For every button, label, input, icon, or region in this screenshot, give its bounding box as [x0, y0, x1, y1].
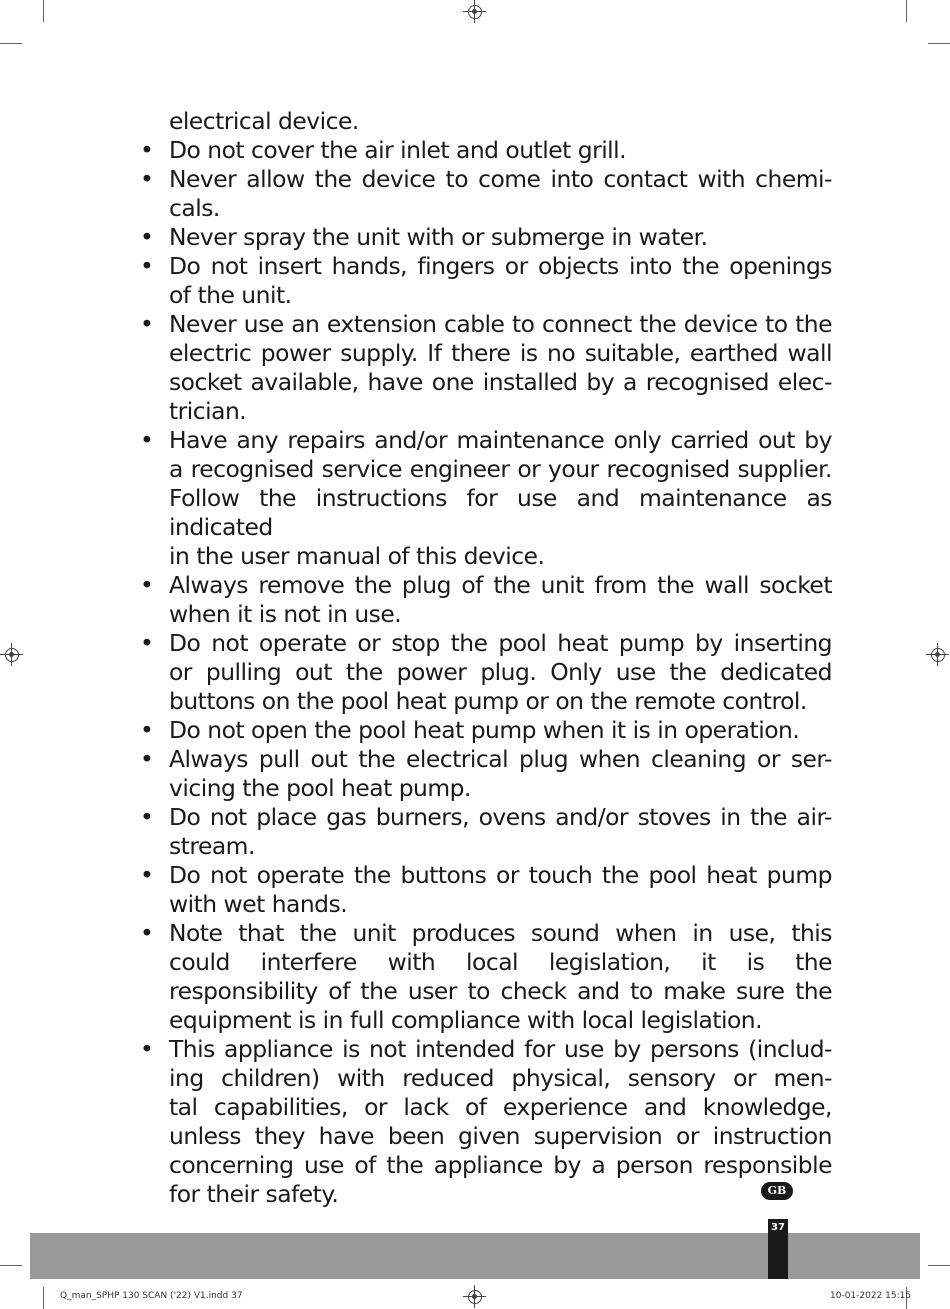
bullet-line: socket available, have one installed by a recognised elec- — [169, 368, 832, 396]
bullet-line: responsibility of the user to check and to make sure the — [169, 977, 832, 1005]
bullet-line: when it is not in use. — [169, 600, 402, 628]
bullet-item — [140, 223, 832, 252]
bullet-item — [140, 716, 832, 745]
bullet-line: buttons on the pool heat pump or on the remote control. — [169, 687, 807, 715]
bullet-line: Note that the unit produces sound when in use, this — [169, 919, 832, 947]
bullet-line: Never spray the unit with or submerge in water. — [169, 223, 708, 251]
bullet-glyph: • — [140, 629, 154, 657]
bullet-item — [140, 165, 832, 223]
safety-bullet-list — [140, 136, 832, 1209]
page-number: 37 — [771, 1222, 785, 1233]
bullet-line: Do not place gas burners, ovens and/or stoves in the air- — [169, 803, 832, 831]
bullet-line: Never use an extension cable to connect the device to the — [169, 310, 832, 338]
crop-mark — [928, 43, 950, 44]
bullet-glyph: • — [140, 223, 154, 251]
bullet-line: trician. — [169, 397, 247, 425]
bullet-item — [140, 861, 832, 919]
bullet-item — [140, 745, 832, 803]
bullet-glyph: • — [140, 426, 154, 454]
print-slug-file: Q_man_SPHP 130 SCAN ('22) V1.indd 37 — [60, 1291, 243, 1301]
bullet-line: for their safety. — [169, 1180, 339, 1208]
bullet-line: stream. — [169, 832, 255, 860]
bullet-glyph: • — [140, 745, 154, 773]
crop-mark — [0, 1265, 22, 1266]
bullet-line: Always remove the plug of the unit from the wall socket — [169, 571, 832, 599]
bullet-line: Do not operate the buttons or touch the pool heat pump — [169, 861, 832, 889]
registration-mark-icon — [5, 648, 19, 662]
language-badge: GB — [761, 1182, 793, 1200]
bullet-line: of the unit. — [169, 281, 292, 309]
crop-mark — [928, 1265, 950, 1266]
bullet-item — [140, 1035, 832, 1209]
bullet-line: could interfere with local legislation, it is the — [169, 948, 832, 976]
registration-mark-icon — [931, 648, 945, 662]
bullet-glyph: • — [140, 310, 154, 338]
safety-instructions-text — [140, 107, 832, 1209]
bullet-item — [140, 310, 832, 426]
print-slug-date: 10-01-2022 15:15 — [830, 1291, 912, 1301]
bullet-glyph: • — [140, 803, 154, 831]
bullet-item — [140, 252, 832, 310]
bullet-item — [140, 426, 832, 571]
bullet-glyph: • — [140, 919, 154, 947]
bullet-line: with wet hands. — [169, 890, 348, 918]
bullet-glyph: • — [140, 165, 154, 193]
bullet-item — [140, 571, 832, 629]
bullet-glyph: • — [140, 861, 154, 889]
bullet-glyph: • — [140, 252, 154, 280]
bullet-glyph: • — [140, 136, 154, 164]
crop-mark — [0, 43, 22, 44]
bullet-item — [140, 803, 832, 861]
bullet-line: This appliance is not intended for use by persons (includ- — [169, 1035, 832, 1063]
bullet-line: unless they have been given supervision or instruction — [169, 1122, 832, 1150]
bullet-line: electric power supply. If there is no suitable, earthed wall — [169, 339, 832, 367]
bullet-item — [140, 136, 832, 165]
crop-mark — [43, 1287, 44, 1309]
bullet-line: a recognised service engineer or your recognised supplier. — [169, 455, 832, 483]
bullet-glyph: • — [140, 1035, 154, 1063]
bullet-line: Do not insert hands, fingers or objects into the openings — [169, 252, 832, 280]
bullet-item — [140, 629, 832, 716]
bullet-line: or pulling out the power plug. Only use the dedicated — [169, 658, 832, 686]
bullet-line: Never allow the device to come into contact with chemi- — [169, 165, 832, 193]
bullet-glyph: • — [140, 716, 154, 744]
bullet-item — [140, 919, 832, 1035]
crop-mark — [906, 0, 907, 22]
bullet-line: concerning use of the appliance by a person responsible — [169, 1151, 832, 1179]
bullet-line: Do not open the pool heat pump when it is in operation. — [169, 716, 800, 744]
continued-line: electrical device. — [169, 107, 359, 135]
registration-mark-icon — [468, 5, 482, 19]
bullet-glyph: • — [140, 571, 154, 599]
bullet-line: Do not cover the air inlet and outlet grill. — [169, 136, 627, 164]
registration-mark-icon — [468, 1290, 482, 1304]
bullet-line: Always pull out the electrical plug when cleaning or ser- — [169, 745, 832, 773]
bullet-line: vicing the pool heat pump. — [169, 774, 471, 802]
bullet-line: Follow the instructions for use and maintenance as indicated — [169, 484, 832, 541]
bullet-line: ing children) with reduced physical, sensory or men- — [169, 1064, 832, 1092]
bullet-line: Do not operate or stop the pool heat pump by inserting — [169, 629, 832, 657]
bullet-line: in the user manual of this device. — [169, 542, 545, 570]
crop-mark — [43, 0, 44, 22]
bullet-line: equipment is in full compliance with local legislation. — [169, 1006, 763, 1034]
bullet-line: Have any repairs and/or maintenance only carried out by — [169, 426, 832, 454]
bullet-line: cals. — [169, 194, 220, 222]
bullet-line: tal capabilities, or lack of experience and knowledge, — [169, 1093, 832, 1121]
